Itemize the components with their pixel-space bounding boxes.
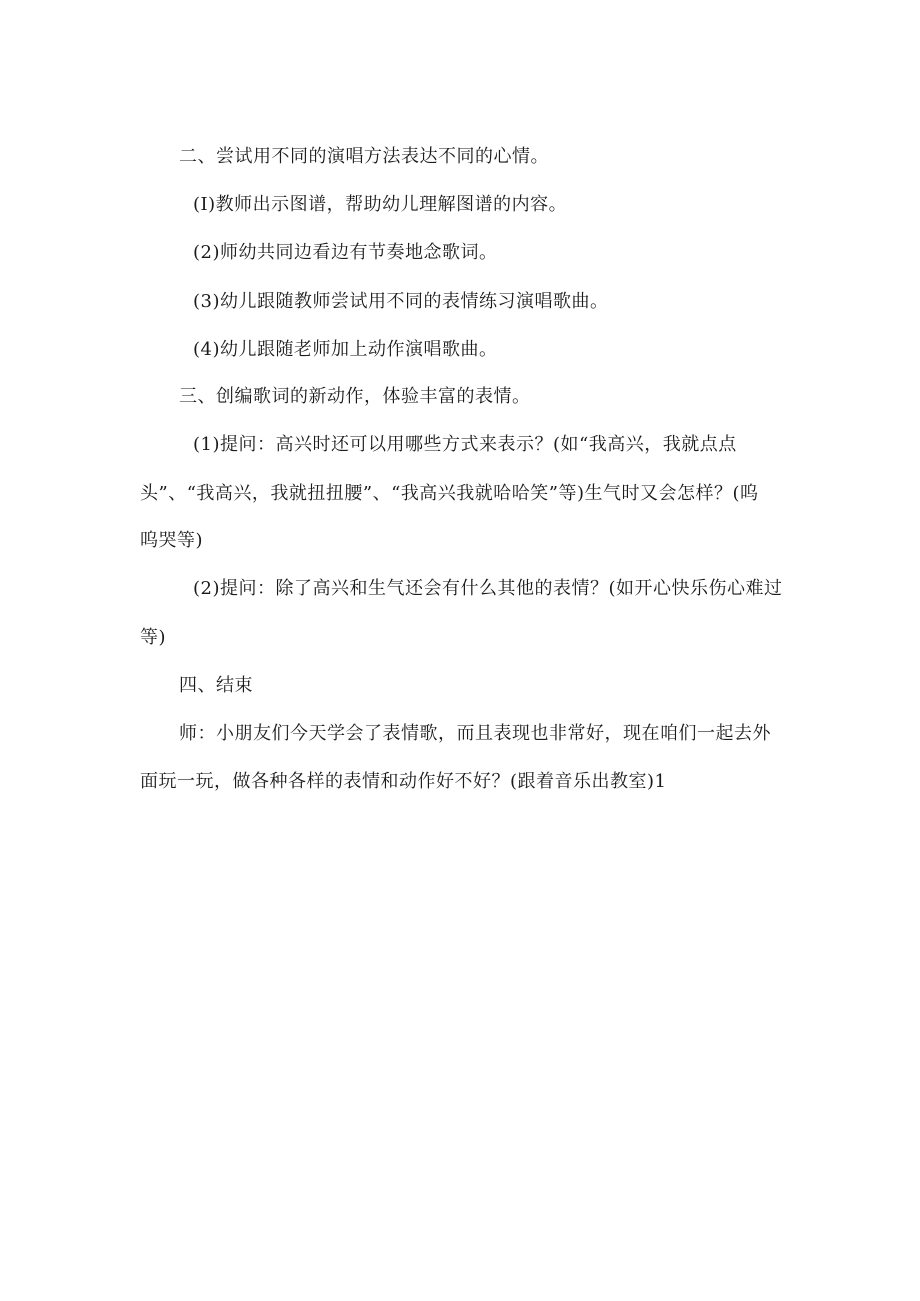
section-3-item-2-line-1: (2)提问：除了高兴和生气还会有什么其他的表情？(如开心快乐伤心难过 [193, 578, 783, 599]
section-2-item-1: (I)教师出示图谱，帮助幼儿理解图谱的内容。 [193, 194, 568, 215]
section-3-item-1-line-2: 头”、“我高兴，我就扭扭腰”、“我高兴我就哈哈笑”等)生气时又会怎样？(呜 [140, 483, 759, 504]
section-4-text-line-2: 面玩一玩，做各种各样的表情和动作好不好？(跟着音乐出教室)1 [140, 771, 667, 792]
section-3-item-1-line-1: (1)提问：高兴时还可以用哪些方式来表示？(如“我高兴，我就点点 [193, 434, 737, 455]
section-2-item-2: (2)师幼共同边看边有节奏地念歌词。 [193, 242, 498, 263]
section-3-item-1-line-3: 呜哭等) [140, 530, 204, 551]
section-2-item-3: (3)幼儿跟随教师尝试用不同的表情练习演唱歌曲。 [193, 291, 609, 312]
section-4-text-line-1: 师：小朋友们今天学会了表情歌，而且表现也非常好，现在咱们一起去外 [179, 723, 771, 744]
section-3-heading: 三、创编歌词的新动作，体验丰富的表情。 [179, 386, 531, 407]
section-3-item-2-line-2: 等) [140, 627, 167, 648]
section-2-item-4: (4)幼儿跟随老师加上动作演唱歌曲。 [193, 339, 498, 360]
section-2-heading: 二、尝试用不同的演唱方法表达不同的心情。 [179, 146, 549, 167]
section-4-heading: 四、结束 [179, 675, 253, 696]
